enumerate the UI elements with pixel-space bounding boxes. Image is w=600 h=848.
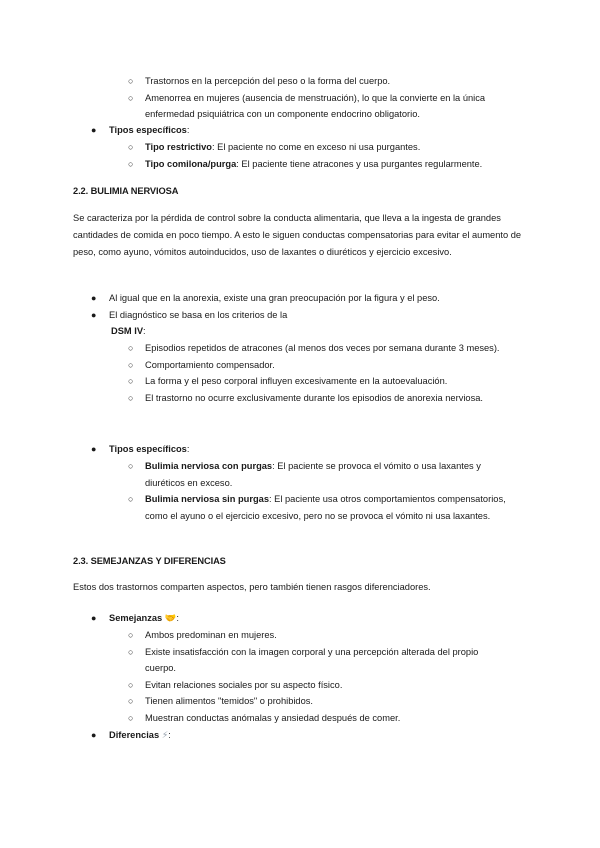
list-item: ○ El trastorno no ocurre exclusivamente durante los episodios de anorexia nerviosa. (145, 390, 515, 407)
filled-bullet-icon: ● (91, 613, 97, 623)
list-item: ● Tipos específicos: (109, 441, 549, 458)
paragraph: Estos dos trastornos comparten aspectos, pero también tienen rasgos diferenciadores. (73, 582, 431, 592)
list-item: ○ Tienen alimentos "temidos" o prohibidos. (145, 693, 505, 710)
semejanzas-sublist (128, 627, 505, 726)
list-item-continuation: DSM IV: (111, 326, 146, 336)
anorexia-types-sublist (128, 139, 565, 172)
hollow-bullet-icon: ○ (128, 76, 134, 86)
list-item: ○ Tipo restrictivo: El paciente no come en exceso ni usa purgantes. (145, 139, 565, 156)
semejanzas-list (91, 610, 549, 627)
bulimia-types-list (91, 441, 549, 458)
list-item: ○ Trastornos en la percepción del peso o la forma del cuerpo. (145, 73, 545, 90)
section-heading: 2.3. SEMEJANZAS Y DIFERENCIAS (73, 556, 226, 566)
list-item: ○ Evitan relaciones sociales por su aspecto físico. (145, 677, 505, 694)
hollow-bullet-icon: ○ (128, 679, 134, 690)
hollow-bullet-icon: ○ (128, 359, 134, 370)
paragraph: Se caracteriza por la pérdida de control sobre la conducta alimentaria, que lleva a la ingesta de grandes cantidades de comida en poco tiempo. A esto le siguen conductas compensatorias para evitar el aumento de peso, como ayuno, vómitos autoinducidos, uso de laxantes o diuréticos y ejercicio excesivo. (73, 213, 522, 258)
sparkle-icon: ⚡ (161, 730, 169, 740)
filled-bullet-icon: ● (91, 730, 97, 740)
list-item: ● Semejanzas 🤝: (109, 610, 549, 627)
tipos-label: Tipos específicos (109, 125, 187, 135)
hollow-bullet-icon: ○ (128, 461, 134, 471)
list-item: ○ Amenorrea en mujeres (ausencia de menstruación), lo que la convierte en la única enfermedad psiquiátrica con un componente endocrino obligatorio. (145, 90, 545, 123)
list-item: ○ Muestran conductas anómalas y ansiedad después de comer. (145, 710, 505, 727)
filled-bullet-icon: ● (91, 293, 97, 303)
hollow-bullet-icon: ○ (128, 392, 134, 403)
list-item: ○ Bulimia nerviosa con purgas: El paciente se provoca el vómito o usa laxantes y diuréticos en exceso. (145, 458, 520, 491)
hollow-bullet-icon: ○ (128, 376, 134, 386)
list-item: ● Tipos específicos: (109, 122, 549, 139)
hollow-bullet-icon: ○ (128, 646, 134, 657)
hollow-bullet-icon: ○ (128, 343, 134, 353)
filled-bullet-icon: ● (91, 444, 97, 454)
list-item: ○ Existe insatisfacción con la imagen corporal y una percepción alterada del propio cuerpo. (145, 644, 505, 677)
diferencias-list (91, 727, 549, 744)
bulimia-types-sublist (128, 458, 520, 524)
hollow-bullet-icon: ○ (128, 630, 134, 640)
hollow-bullet-icon: ○ (128, 712, 134, 723)
dsm-criteria-list (128, 340, 515, 406)
anorexia-criteria-list (128, 73, 545, 123)
list-item: ○ Comportamiento compensador. (145, 357, 515, 374)
anorexia-types-list (91, 122, 549, 139)
list-item: ○ Tipo comilona/purga: El paciente tiene atracones y usa purgantes regularmente. (145, 156, 565, 173)
hollow-bullet-icon: ○ (128, 142, 134, 152)
list-item: ● Al igual que en la anorexia, existe una gran preocupación por la figura y el peso. (109, 290, 529, 307)
list-item: ○ Bulimia nerviosa sin purgas: El paciente usa otros comportamientos compensatorios, como el ayuno o el ejercicio excesivo, pero no se provoca el vómito ni usa laxantes. (145, 491, 520, 524)
hollow-bullet-icon: ○ (128, 158, 134, 169)
hollow-bullet-icon: ○ (128, 696, 134, 706)
section-heading: 2.2. BULIMIA NERVIOSA (73, 186, 179, 196)
filled-bullet-icon: ● (91, 125, 97, 135)
list-item: ● Diferencias ⚡: (109, 727, 549, 744)
list-item: ○ La forma y el peso corporal influyen excesivamente en la autoevaluación. (145, 373, 515, 390)
list-item: ○ Episodios repetidos de atracones (al menos dos veces por semana durante 3 meses). (145, 340, 515, 357)
hollow-bullet-icon: ○ (128, 494, 134, 504)
handshake-icon: 🤝 (164, 613, 177, 623)
filled-bullet-icon: ● (91, 309, 97, 320)
hollow-bullet-icon: ○ (128, 92, 134, 103)
list-item: ○ Ambos predominan en mujeres. (145, 627, 505, 644)
list-item: ● El diagnóstico se basa en los criterios de la (109, 307, 529, 324)
bulimia-bullets (91, 290, 529, 340)
